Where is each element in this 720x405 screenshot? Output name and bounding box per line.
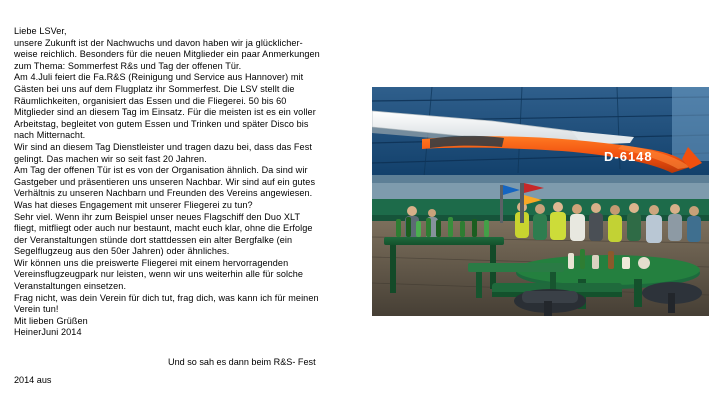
photo-caption-tail: 2014 aus: [14, 375, 52, 385]
letter-line: Räumlichkeiten, organisiert das Essen und die Fliegerei. 50 bis 60: [14, 95, 287, 106]
photo-caption: Und so sah es dann beim R&S- Fest: [168, 357, 316, 367]
letter-line: Vereinsflugzeugpark nur leisten, wenn wir uns weiterhin alle für solche: [14, 269, 304, 280]
letter-line: zum Thema: Sommerfest R&s und Tag der offenen Tür.: [14, 60, 242, 71]
svg-text:D-6148: D-6148: [604, 149, 653, 164]
letter-line: Was hat dieses Engagement mit unserer Fliegerei zu tun?: [14, 199, 253, 210]
letter-line: gelingt. Das machen wir so seit fast 20 Jahren.: [14, 153, 207, 164]
letter-line: Liebe LSVer,: [14, 26, 67, 36]
letter-line: der Veranstaltungen stünde dort stattdessen ein alter Bergfalke (ein: [14, 234, 293, 245]
letter-line: Mitglieder sind an diesem Tag im Einsatz. Für die meisten ist es ein voller: [14, 107, 316, 118]
letter-line: weise reichlich. Besonders für die neuen Mitglieder ein paar Anmerkungen: [14, 49, 320, 60]
letter-line: Segelflugzeug aus den 50er Jahren) oder ähnliches.: [14, 246, 230, 257]
letter-line: Am Tag der offenen Tür ist es von der Organisation ähnlich. Da sind wir: [14, 165, 308, 176]
letter-line: fliegt, mitfliegt oder auch nur bestaunt, macht euch klar, ohne die Erfolge: [14, 223, 313, 234]
event-photo: [372, 87, 709, 316]
letter-line: Verein tun!: [14, 304, 59, 315]
letter-line: Arbeitstag, begleitet von gutem Essen und Trinken und später Disco bis: [14, 118, 309, 129]
letter-line: Gästen bei uns auf dem Flugplatz ihr Sommerfest. Die LSV stellt die: [14, 83, 295, 94]
letter-line: Wir können uns die preiswerte Fliegerei mit einem hervorragenden: [14, 257, 289, 268]
letter-line: Veranstaltungen einsetzen.: [14, 281, 127, 292]
letter-line: HeinerJuni 2014: [14, 327, 82, 338]
letter-line: nach Mitternacht.: [14, 130, 86, 141]
letter-line: unsere Zukunft ist der Nachwuchs und davon haben wir ja glücklicher-: [14, 37, 303, 48]
letter-line: Verhältnis zu unseren Nachbarn und Freunden des Vereins angewiesen.: [14, 188, 313, 199]
letter-line: Wir sind an diesem Tag Dienstleister und tragen dazu bei, dass das Fest: [14, 141, 312, 152]
letter-line: Sehr viel. Wenn ihr zum Beispiel unser neues Flagschiff den Duo XLT: [14, 211, 301, 222]
letter-line: Am 4.Juli feiert die Fa.R&S (Reinigung und Service aus Hannover) mit: [14, 72, 304, 83]
letter-line: Mit lieben Grüßen: [14, 315, 88, 326]
letter-line: Gastgeber und präsentieren uns unseren Nachbar. Wir sind auf ein gutes: [14, 176, 316, 187]
letter-text: [14, 26, 374, 339]
letter-line: Frag nicht, was dein Verein für dich tut, frag dich, was kann ich für meinen: [14, 292, 319, 303]
